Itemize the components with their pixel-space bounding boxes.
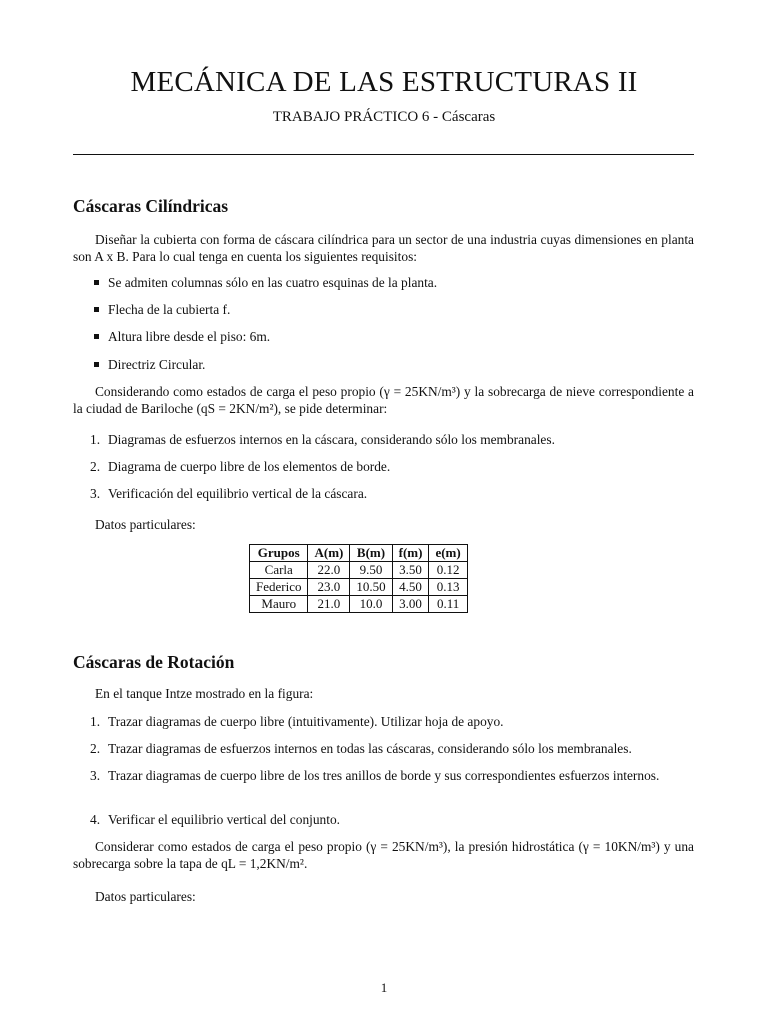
bullet-item: Flecha de la cubierta f. — [94, 301, 694, 318]
table-cell: Mauro — [250, 596, 308, 613]
section2-intro: En el tanque Intze mostrado en la figura: — [95, 686, 314, 701]
table-cell: 0.12 — [429, 562, 467, 579]
table-cell: 23.0 — [308, 579, 350, 596]
table-cell: 10.0 — [350, 596, 392, 613]
bullet-icon — [94, 334, 99, 339]
table-cell: 3.00 — [392, 596, 429, 613]
table-header-cell: Grupos — [250, 545, 308, 562]
section1-data-label: Datos particulares: — [95, 517, 196, 532]
section-title-cilindricas: Cáscaras Cilíndricas — [73, 196, 229, 216]
bullet-icon — [94, 280, 99, 285]
bullet-item: Altura libre desde el piso: 6m. — [94, 328, 694, 345]
table-cell: Federico — [250, 579, 308, 596]
table-header-cell: B(m) — [350, 545, 392, 562]
data-table — [249, 544, 468, 613]
table-cell: 0.13 — [429, 579, 467, 596]
section2-loads: Considerar como estados de carga el peso propio (γ = 25KN/m³), la presión hidrostática (γ = 10KN/m³) y una sobrecarga sobre la tapa de qL = 1,2KN/m². — [73, 839, 694, 871]
table-header-cell: f(m) — [392, 545, 429, 562]
document-subtitle: TRABAJO PRÁCTICO 6 - Cáscaras — [272, 109, 496, 125]
table-cell: 21.0 — [308, 596, 350, 613]
section2-data-label: Datos particulares: — [95, 889, 196, 904]
table-header-cell: e(m) — [429, 545, 467, 562]
bullet-item: Se admiten columnas sólo en las cuatro esquinas de la planta. — [94, 274, 694, 291]
numbered-item: 1. Trazar diagramas de cuerpo libre (intuitivamente). Utilizar hoja de apoyo. — [90, 714, 504, 729]
table-cell: 10.50 — [350, 579, 392, 596]
bullet-icon — [94, 307, 99, 312]
table-row — [250, 596, 468, 613]
table-header-row — [250, 545, 468, 562]
bullet-item: Directriz Circular. — [94, 356, 694, 373]
table-row — [250, 562, 468, 579]
bullet-icon — [94, 362, 99, 367]
section1-intro: Diseñar la cubierta con forma de cáscara cilíndrica para un sector de una industria cuyas dimensiones en planta son A x B. Para lo cual tenga en cuenta los siguientes requisitos: — [73, 232, 694, 264]
table-cell: 9.50 — [350, 562, 392, 579]
table-row — [250, 579, 468, 596]
table-cell: 0.11 — [429, 596, 467, 613]
table-header-cell: A(m) — [308, 545, 350, 562]
table-cell: 22.0 — [308, 562, 350, 579]
section-title-rotacion: Cáscaras de Rotación — [73, 652, 235, 672]
table-cell: 4.50 — [392, 579, 429, 596]
numbered-item: 3. Trazar diagramas de cuerpo libre de los tres anillos de borde y sus correspondientes esfuerzos internos. — [90, 768, 660, 783]
section1-loads: Considerando como estados de carga el peso propio (γ = 25KN/m³) y la sobrecarga de nieve correspondiente a la ciudad de Bariloche (qS = 2KN/m²), se pide determinar: — [73, 384, 694, 416]
numbered-item: 3. Verificación del equilibrio vertical de la cáscara. — [90, 486, 368, 501]
numbered-item: 2. Diagrama de cuerpo libre de los elementos de borde. — [90, 459, 391, 474]
document-title: MECÁNICA DE LAS ESTRUCTURAS II — [130, 66, 638, 98]
title-divider — [73, 154, 694, 155]
numbered-item: 4. Verificar el equilibrio vertical del conjunto. — [90, 812, 341, 827]
table-cell: 3.50 — [392, 562, 429, 579]
numbered-item: 1. Diagramas de esfuerzos internos en la cáscara, considerando sólo los membranales. — [90, 432, 555, 447]
numbered-item: 2. Trazar diagramas de esfuerzos internos en todas las cáscaras, considerando sólo los membranales. — [90, 741, 632, 756]
page-number: 1 — [380, 980, 388, 995]
table-cell: Carla — [250, 562, 308, 579]
